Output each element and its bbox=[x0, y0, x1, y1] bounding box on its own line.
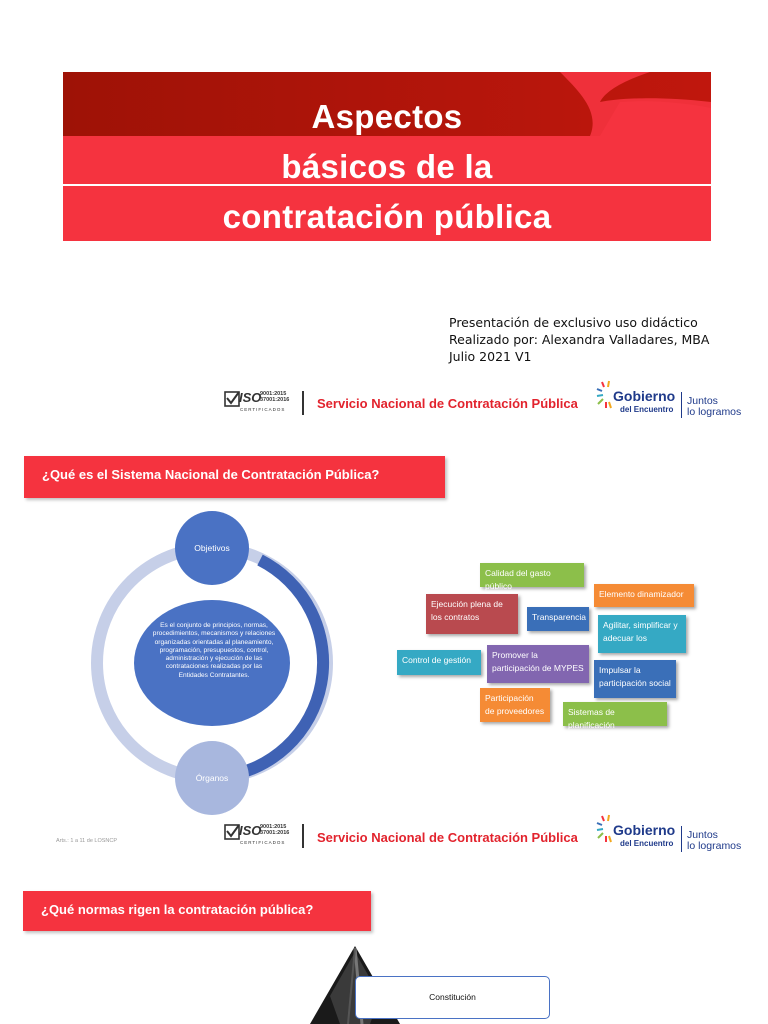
chip-control-gestion: Control de gestión bbox=[397, 650, 481, 675]
footer-divider bbox=[302, 391, 304, 415]
chip-promover-mypes: Promover la participación de MYPES bbox=[487, 645, 589, 683]
credit-line-1: Presentación de exclusivo uso didáctico bbox=[449, 315, 698, 330]
agency-name: Servicio Nacional de Contratación Pública bbox=[317, 396, 578, 411]
chip-agilitar: Agilitar, simplificar y adecuar los bbox=[598, 615, 686, 653]
slogan-line-1: Juntos bbox=[687, 395, 718, 407]
gobierno-word: Gobierno bbox=[613, 388, 676, 404]
iso-numbers: 9001:2015 37001:2016 bbox=[260, 391, 290, 403]
source-note: Arts.: 1 a 11 de LOSNCP bbox=[56, 838, 118, 844]
chip-elemento-dinamizador: Elemento dinamizador bbox=[594, 584, 694, 607]
iso-numbers: 9001:2015 37001:2016 bbox=[260, 824, 290, 836]
chip-transparencia: Transparencia bbox=[527, 607, 589, 631]
slogan-line-1: Juntos bbox=[687, 829, 718, 841]
system-definition-text: Es el conjunto de principios, normas, procedimientos, mecanismos y relaciones organizadas orientadas al planeamiento, programación, presupuestos, control, administración y ejecución de las contrataciones realizadas por las Entidades Contratantes. bbox=[152, 622, 276, 679]
chip-participacion-proveedores: Participación de proveedores bbox=[480, 688, 550, 722]
objetivos-label: Objetivos bbox=[194, 543, 230, 553]
iso-certification-logo bbox=[224, 823, 290, 849]
gobierno-subtitle: del Encuentro bbox=[620, 839, 674, 848]
gobierno-word: Gobierno bbox=[613, 822, 676, 838]
gobierno-logo bbox=[596, 380, 746, 420]
constitucion-level-box: Constitución bbox=[355, 976, 550, 1019]
iso-certification-logo bbox=[224, 390, 290, 416]
chip-ejecucion-plena: Ejecución plena de los contratos bbox=[426, 594, 518, 634]
iso-caption: CERTIFICADOS bbox=[240, 407, 286, 412]
presentation-title-line-1: Aspectos bbox=[311, 98, 463, 135]
chip-impulsar-participacion: Impulsar la participación social bbox=[594, 660, 676, 698]
gobierno-logo bbox=[596, 814, 746, 854]
gobierno-subtitle: del Encuentro bbox=[620, 405, 674, 414]
iso-caption: CERTIFICADOS bbox=[240, 840, 286, 845]
credit-line-2: Realizado por: Alexandra Valladares, MBA bbox=[449, 332, 710, 347]
credit-line-3: Julio 2021 V1 bbox=[449, 349, 532, 364]
chip-calidad-gasto: Calidad del gasto público bbox=[480, 563, 584, 587]
iso-text: ISO bbox=[239, 823, 262, 838]
presentation-title-line-3: contratación pública bbox=[222, 198, 552, 235]
gobierno-divider bbox=[681, 826, 682, 852]
slogan-line-2: lo logramos bbox=[687, 840, 742, 852]
iso-text: ISO bbox=[239, 390, 262, 405]
slide2-question-heading: ¿Qué es el Sistema Nacional de Contratación Pública? bbox=[24, 456, 445, 498]
slogan-line-2: lo logramos bbox=[687, 406, 742, 418]
chip-sistemas-planificacion: Sistemas de planificación bbox=[563, 702, 667, 726]
footer-divider bbox=[302, 824, 304, 848]
gobierno-divider bbox=[681, 392, 682, 418]
slide3-question-heading: ¿Qué normas rigen la contratación pública? bbox=[23, 891, 371, 931]
agency-name: Servicio Nacional de Contratación Pública bbox=[317, 830, 578, 845]
presentation-title-line-2: básicos de la bbox=[281, 148, 493, 185]
organos-label: Órganos bbox=[195, 773, 229, 783]
